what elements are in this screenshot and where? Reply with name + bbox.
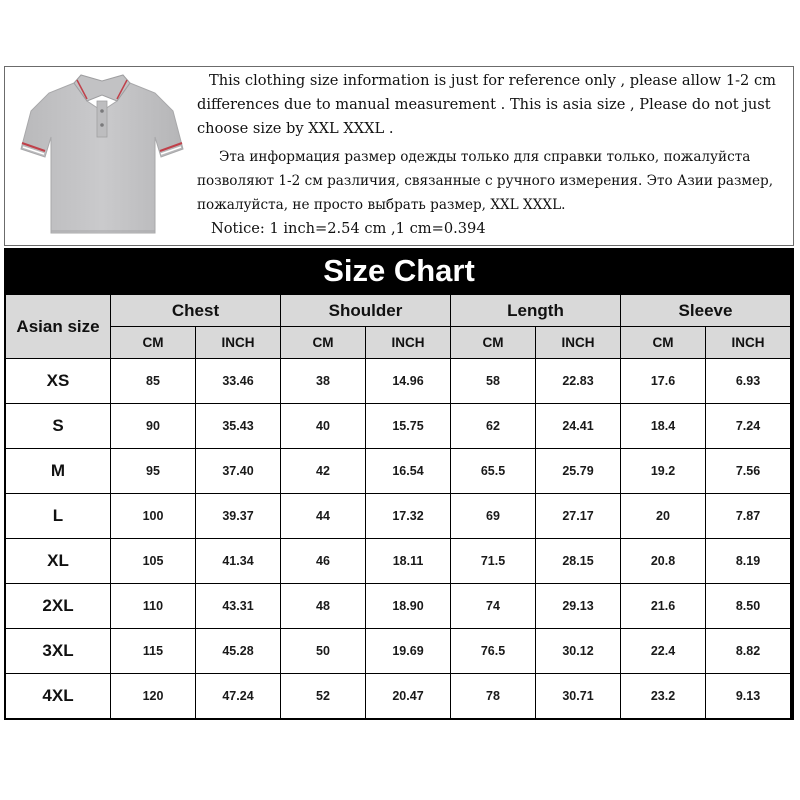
table-cell: 71.5 [451,539,535,583]
table-cell: 48 [281,584,365,628]
unit-header: CM [621,327,705,358]
table-cell: 22.4 [621,629,705,673]
unit-header: INCH [706,327,790,358]
table-cell: 21.6 [621,584,705,628]
table-cell: 8.82 [706,629,790,673]
size-column-header: Asian size [6,295,110,358]
table-cell: 23.2 [621,674,705,718]
unit-header-row [6,327,790,358]
table-cell: 20.47 [366,674,450,718]
table-cell: 105 [111,539,195,583]
table-cell: 18.11 [366,539,450,583]
table-cell: 65.5 [451,449,535,493]
size-chart [4,248,794,720]
table-row [6,494,790,538]
unit-header: CM [281,327,365,358]
group-header-row [6,295,790,326]
table-row [6,449,790,493]
chest-header: Chest [111,295,280,326]
table-cell: 95 [111,449,195,493]
table-cell: 16.54 [366,449,450,493]
size-chart-title: Size Chart [5,249,793,293]
unit-header: CM [111,327,195,358]
table-cell: 42 [281,449,365,493]
size-label: S [6,404,110,448]
table-cell: 43.31 [196,584,280,628]
unit-header: INCH [536,327,620,358]
size-table [5,294,791,719]
table-cell: 30.12 [536,629,620,673]
russian-note: Эта информация размер одежды только для справки только, пожалуйста позволяют 1-2 см различия, связанные с ручного измерения. Это Азии размер, пожалуйста, не просто выбрать размер, XXL XXXL. [197,149,774,213]
info-panel [4,66,794,246]
table-cell: 115 [111,629,195,673]
polo-shirt-image [19,71,185,241]
table-cell: 6.93 [706,359,790,403]
table-cell: 9.13 [706,674,790,718]
table-cell: 44 [281,494,365,538]
table-cell: 62 [451,404,535,448]
table-cell: 19.69 [366,629,450,673]
table-cell: 17.32 [366,494,450,538]
table-row [6,629,790,673]
sleeve-header: Sleeve [621,295,790,326]
table-cell: 17.6 [621,359,705,403]
size-label: L [6,494,110,538]
table-cell: 19.2 [621,449,705,493]
table-cell: 28.15 [536,539,620,583]
table-cell: 37.40 [196,449,280,493]
info-text-block [197,69,787,241]
table-cell: 7.56 [706,449,790,493]
size-label: 3XL [6,629,110,673]
table-cell: 25.79 [536,449,620,493]
size-label: M [6,449,110,493]
table-cell: 90 [111,404,195,448]
table-cell: 74 [451,584,535,628]
table-cell: 8.19 [706,539,790,583]
conversion-notice: Notice: 1 inch=2.54 cm ,1 cm=0.394 [211,220,486,237]
table-cell: 22.83 [536,359,620,403]
table-cell: 29.13 [536,584,620,628]
table-cell: 52 [281,674,365,718]
size-label: 2XL [6,584,110,628]
table-cell: 50 [281,629,365,673]
english-note: This clothing size information is just for reference only , please allow 1-2 cm differences due to manual measurement . This is asia size , Please do not just choose size by XXL XXXL . [197,72,776,137]
unit-header: INCH [366,327,450,358]
table-cell: 100 [111,494,195,538]
table-row [6,539,790,583]
table-cell: 58 [451,359,535,403]
table-cell: 18.90 [366,584,450,628]
table-cell: 40 [281,404,365,448]
unit-header: CM [451,327,535,358]
size-label: 4XL [6,674,110,718]
table-cell: 76.5 [451,629,535,673]
table-cell: 7.24 [706,404,790,448]
shoulder-header: Shoulder [281,295,450,326]
table-cell: 46 [281,539,365,583]
table-cell: 38 [281,359,365,403]
table-cell: 14.96 [366,359,450,403]
size-label: XL [6,539,110,583]
table-cell: 7.87 [706,494,790,538]
table-row [6,674,790,718]
table-cell: 8.50 [706,584,790,628]
size-label: XS [6,359,110,403]
table-cell: 39.37 [196,494,280,538]
table-cell: 20.8 [621,539,705,583]
table-cell: 35.43 [196,404,280,448]
table-cell: 33.46 [196,359,280,403]
table-cell: 30.71 [536,674,620,718]
table-cell: 27.17 [536,494,620,538]
length-header: Length [451,295,620,326]
table-cell: 15.75 [366,404,450,448]
polo-shirt-icon [19,71,185,241]
table-cell: 18.4 [621,404,705,448]
table-row [6,584,790,628]
table-cell: 69 [451,494,535,538]
table-row [6,359,790,403]
table-cell: 78 [451,674,535,718]
unit-header: INCH [196,327,280,358]
table-cell: 110 [111,584,195,628]
table-cell: 120 [111,674,195,718]
table-cell: 41.34 [196,539,280,583]
table-row [6,404,790,448]
table-cell: 45.28 [196,629,280,673]
table-cell: 85 [111,359,195,403]
table-cell: 24.41 [536,404,620,448]
table-cell: 20 [621,494,705,538]
table-cell: 47.24 [196,674,280,718]
